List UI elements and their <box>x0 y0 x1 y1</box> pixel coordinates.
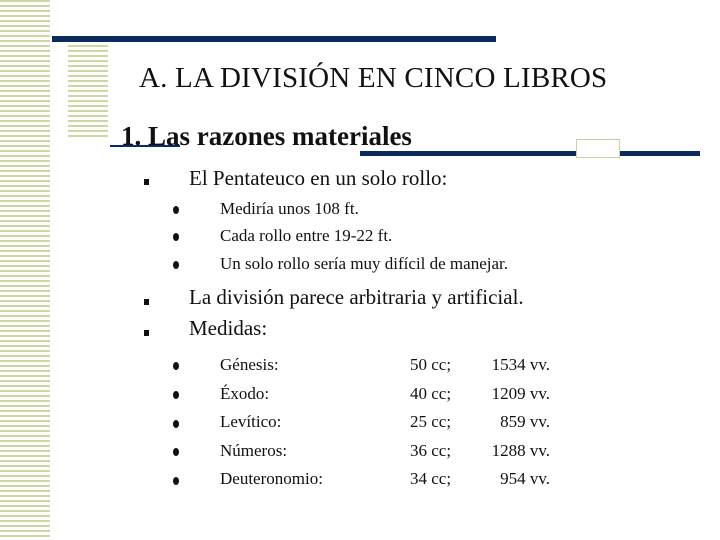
book-chapters: 40 cc; <box>410 384 452 403</box>
title-rule <box>52 36 496 42</box>
sub-item: Un solo rollo sería muy difícil de manejar. <box>220 254 508 273</box>
dot-bullet-icon <box>173 420 179 428</box>
dot-bullet-icon <box>173 448 179 456</box>
book-chapters: 50 cc; <box>410 355 452 374</box>
subtitle-rule-box <box>576 139 620 158</box>
book-chapters: 34 cc; <box>410 469 452 488</box>
dot-bullet-icon <box>173 233 179 241</box>
item-pentateuco: El Pentateuco en un solo rollo: <box>189 166 448 190</box>
dot-bullet-icon <box>173 261 179 269</box>
item-division: La división parece arbitraria y artificial. <box>189 285 524 309</box>
book-verses: 1288 vv. <box>491 441 550 460</box>
book-verses: 1209 vv. <box>491 384 550 403</box>
sub-item: Mediría unos 108 ft. <box>220 199 359 218</box>
slide-subtitle: 1. Las razones materiales <box>121 121 412 151</box>
slide-title: A. LA DIVISIÓN EN CINCO LIBROS <box>139 62 608 94</box>
book-name: Levítico: <box>220 412 282 431</box>
book-verses: 1534 vv. <box>491 355 550 374</box>
sub-item: Cada rollo entre 19-22 ft. <box>220 226 393 245</box>
square-bullet-icon <box>144 179 149 185</box>
decorative-stripes <box>0 0 50 540</box>
book-verses: 859 vv. <box>500 412 550 431</box>
square-bullet-icon <box>144 330 149 336</box>
book-name: Números: <box>220 441 288 460</box>
title-stripes <box>68 40 108 140</box>
book-verses: 954 vv. <box>500 469 550 488</box>
book-name: Génesis: <box>220 355 279 374</box>
dot-bullet-icon <box>173 206 179 214</box>
book-name: Deuteronomio: <box>220 469 323 488</box>
book-chapters: 36 cc; <box>410 441 452 460</box>
square-bullet-icon <box>144 299 149 305</box>
dot-bullet-icon <box>173 391 179 399</box>
book-name: Éxodo: <box>220 384 270 403</box>
book-chapters: 25 cc; <box>410 412 452 431</box>
dot-bullet-icon <box>173 362 179 370</box>
dot-bullet-icon <box>173 477 179 485</box>
item-medidas: Medidas: <box>189 316 268 340</box>
